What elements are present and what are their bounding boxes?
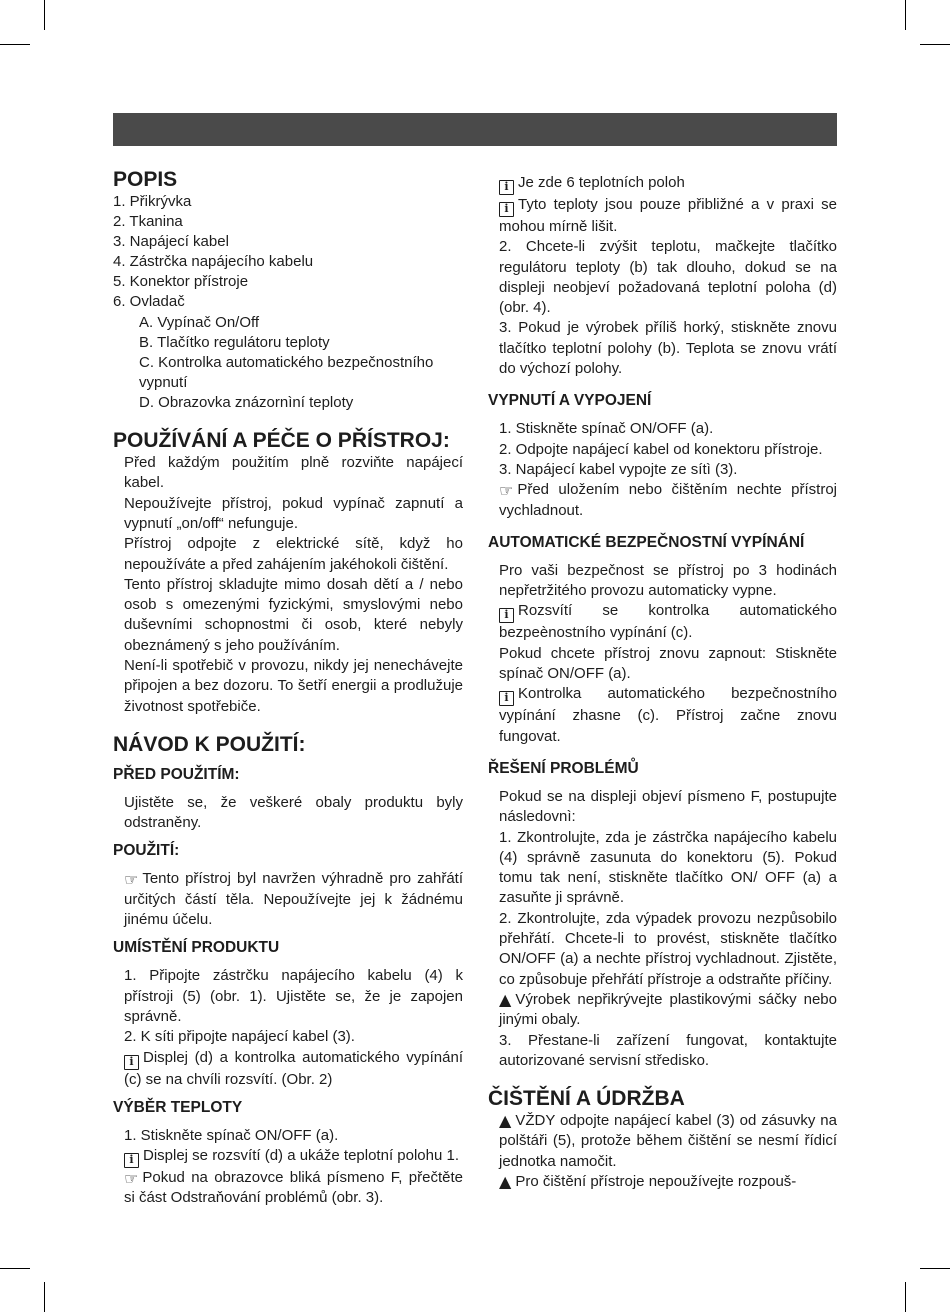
paragraph-text: Je zde 6 teplotních poloh <box>518 174 685 191</box>
subsection-title: ŘEŠENÍ PROBLÉMŮ <box>488 759 639 777</box>
paragraph: Není-li spotřebič v provozu, nikdy jej nenechávejte připojen a bez dozoru. To šetří energii a prodlužuje životnost spotřebiče. <box>124 657 463 715</box>
warning-icon: ▲ <box>499 989 512 1009</box>
info-icon: i <box>499 180 514 195</box>
paragraph <box>499 173 837 195</box>
header-bar <box>113 113 837 146</box>
section-title-pouzivani: POUŽÍVÁNÍ A PÉČE O PŘÍSTROJ: <box>113 429 450 453</box>
paragraph <box>124 1168 463 1209</box>
paragraph: Tento přístroj skladujte mimo dosah dětí a / nebo osob s omezenými fyzickými, smyslovými nebo duševními schopnostmi či osob, které nebyly obeznámený s jeho používáním. <box>124 575 463 654</box>
crop-mark <box>0 1268 30 1269</box>
paragraph: Před každým použitím plně rozviňte napájecí kabel. <box>124 454 463 492</box>
info-icon: i <box>499 691 514 706</box>
paragraph: 3. Přestane-li zařízení fungovat, kontaktujte autorizované servisní středisko. <box>499 1031 837 1069</box>
left-column <box>113 168 463 1209</box>
subsection-title: POUŽITÍ: <box>113 842 180 860</box>
pointing-hand-icon: ☞ <box>124 870 139 890</box>
paragraph-text: Tento přístroj byl navržen výhradně pro zahřátí určitých částí těla. Nepoužívejte jej k žádnému jinému účelu. <box>124 870 463 929</box>
paragraph: 1. Zkontrolujte, zda je zástrčka napájecího kabelu (4) správně zasunuta do konektoru (5). Pokud tomu tak není, stiskněte tlačítko ON/ OFF (a) a zasuňte ji správně. <box>499 828 837 907</box>
list-item: 6. Ovladač <box>113 293 185 311</box>
subsection-title: AUTOMATICKÉ BEZPEČNOSTNÍ VYPÍNÁNÍ <box>488 533 805 551</box>
crop-mark <box>44 1282 45 1312</box>
paragraph: 2. Odpojte napájecí kabel od konektoru přístroje. <box>499 440 823 458</box>
list-item: 3. Napájecí kabel <box>113 233 229 251</box>
paragraph: 1. Stiskněte spínač ON/OFF (a). <box>499 420 714 438</box>
info-icon: i <box>499 202 514 217</box>
paragraph-text: VŽDY odpojte napájecí kabel (3) od zásuvky na polštáři (5), protože během čištění se nesmí řídicí jednotka namočit. <box>499 1112 837 1170</box>
paragraph: Pokud se na displeji objeví písmeno F, postupujte následovnì: <box>499 787 837 826</box>
paragraph <box>499 684 837 747</box>
section-title-navod: NÁVOD K POUŽITÍ: <box>113 732 306 756</box>
info-icon: i <box>499 608 514 623</box>
paragraph: Ujistěte se, že veškeré obaly produktu byly odstraněny. <box>124 793 463 832</box>
paragraph: 1. Stiskněte spínač ON/OFF (a). <box>124 1126 339 1144</box>
paragraph <box>499 195 837 237</box>
paragraph-text: Pokud na obrazovce bliká písmeno F, přečtěte si část Odstraňování problémů (obr. 3). <box>124 1169 463 1207</box>
subsection-title: UMÍSTĚNÍ PRODUKTU <box>113 939 280 957</box>
paragraph <box>499 601 837 643</box>
paragraph-text: Tyto teploty jsou pouze přibližné a v praxi se mohou mírně lišit. <box>499 196 837 235</box>
info-icon: i <box>124 1153 139 1168</box>
paragraph-text: Rozsvítí se kontrolka automatického bezpeènostního vypínání (c). <box>499 602 837 642</box>
right-column <box>488 173 837 1192</box>
paragraph-text: Kontrolka automatického bezpečnostního vypínání zhasne (c). Přístroj začne znovu fungovat. <box>499 685 837 745</box>
crop-mark <box>905 0 906 30</box>
list-item: 1. Přikrývka <box>113 193 192 210</box>
section-title-popis: POPIS <box>113 168 178 191</box>
warning-icon: ▲ <box>499 1171 512 1191</box>
crop-mark <box>0 44 30 45</box>
crop-mark <box>920 44 950 45</box>
warning-icon: ▲ <box>499 1111 512 1131</box>
paragraph <box>499 990 837 1031</box>
paragraph-text: Výrobek nepřikrývejte plastikovými sáčky nebo jinými obaly. <box>499 990 837 1029</box>
paragraph: Pokud chcete přístroj znovu zapnout: Stiskněte spínač ON/OFF (a). <box>499 644 837 683</box>
sub-list-item: vypnutí <box>139 373 188 391</box>
paragraph <box>124 869 463 930</box>
paragraph <box>124 1146 463 1168</box>
paragraph: Pro vaši bezpečnost se přístroj po 3 hodinách nepřetržitého provozu automaticky vypne. <box>499 561 837 600</box>
sub-list-item: D. Obrazovka znázornìní teploty <box>139 393 354 411</box>
list-item: 4. Zástrčka napájecího kabelu <box>113 253 314 271</box>
section-title-cisteni: ČIŠTĚNÍ A ÚDRŽBA <box>488 1087 685 1111</box>
paragraph: 3. Napájecí kabel vypojte ze sítì (3). <box>499 460 738 478</box>
list-item: 2. Tkanina <box>113 213 183 231</box>
subsection-title: VÝBĚR TEPLOTY <box>113 1098 243 1116</box>
sub-list-item: A. Vypínač On/Off <box>139 313 260 331</box>
info-icon: i <box>124 1055 139 1070</box>
paragraph <box>499 1111 837 1172</box>
crop-mark <box>920 1268 950 1269</box>
paragraph: 1. Připojte zástrčku napájecího kabelu (4) k přístroji (5) (obr. 1). Ujistěte se, že je zapojen správně. <box>124 967 463 1025</box>
crop-mark <box>44 0 45 30</box>
list-item: 5. Konektor přístroje <box>113 273 249 291</box>
paragraph: Nepoužívejte přístroj, pokud vypínač zapnutí a vypnutí „on/off“ nefunguje. <box>124 494 463 532</box>
paragraph-text: Před uložením nebo čištěním nechte přístroj vychladnout. <box>499 481 837 519</box>
crop-mark <box>905 1282 906 1312</box>
paragraph: Přístroj odpojte z elektrické sítě, když ho nepoužíváte a před zahájením jakéhokoli čištění. <box>124 535 463 573</box>
paragraph <box>499 480 837 521</box>
subsection-title: VYPNUTÍ A VYPOJENÍ <box>488 392 652 410</box>
paragraph: 2. Chcete-li zvýšit teplotu, mačkejte tlačítko regulátoru teploty (b) tak dlouho, dokud se na displeji neobjeví požadovaná teplotní poloha (d) (obr. 4). <box>499 238 837 317</box>
subsection-title: PŘED POUŽITÍM: <box>113 765 240 783</box>
paragraph <box>124 1048 463 1090</box>
sub-list-item: B. Tlačítko regulátoru teploty <box>139 333 330 351</box>
paragraph: 2. Zkontrolujte, zda výpadek provozu nezpůsobilo přehřátí. Chcete-li to provést, stiskněte tlačítko ON/OFF (a) a nechte přístroj vychladnout. Zjistěte, co způsobuje přehřátí přístroje a odstraňte příčiny. <box>499 909 837 988</box>
sub-list-item: C. Kontrolka automatického bezpečnostního <box>139 353 434 371</box>
paragraph <box>499 1172 837 1192</box>
paragraph: 2. K síti připojte napájecí kabel (3). <box>124 1028 355 1046</box>
paragraph: 3. Pokud je výrobek příliš horký, stiskněte znovu tlačítko teplotní polohy (b). Teplota se znovu vrátí do výchozí polohy. <box>499 319 837 378</box>
paragraph-text: Displej (d) a kontrolka automatického vypínání (c) se na chvíli rozsvítí. (Obr. 2) <box>124 1048 463 1088</box>
paragraph-text: Pro čištění přístroje nepoužívejte rozpouš- <box>515 1172 797 1190</box>
paragraph-text: Displej se rozsvítí (d) a ukáže teplotní polohu 1. <box>143 1147 459 1165</box>
pointing-hand-icon: ☞ <box>124 1169 139 1189</box>
pointing-hand-icon: ☞ <box>499 481 514 501</box>
